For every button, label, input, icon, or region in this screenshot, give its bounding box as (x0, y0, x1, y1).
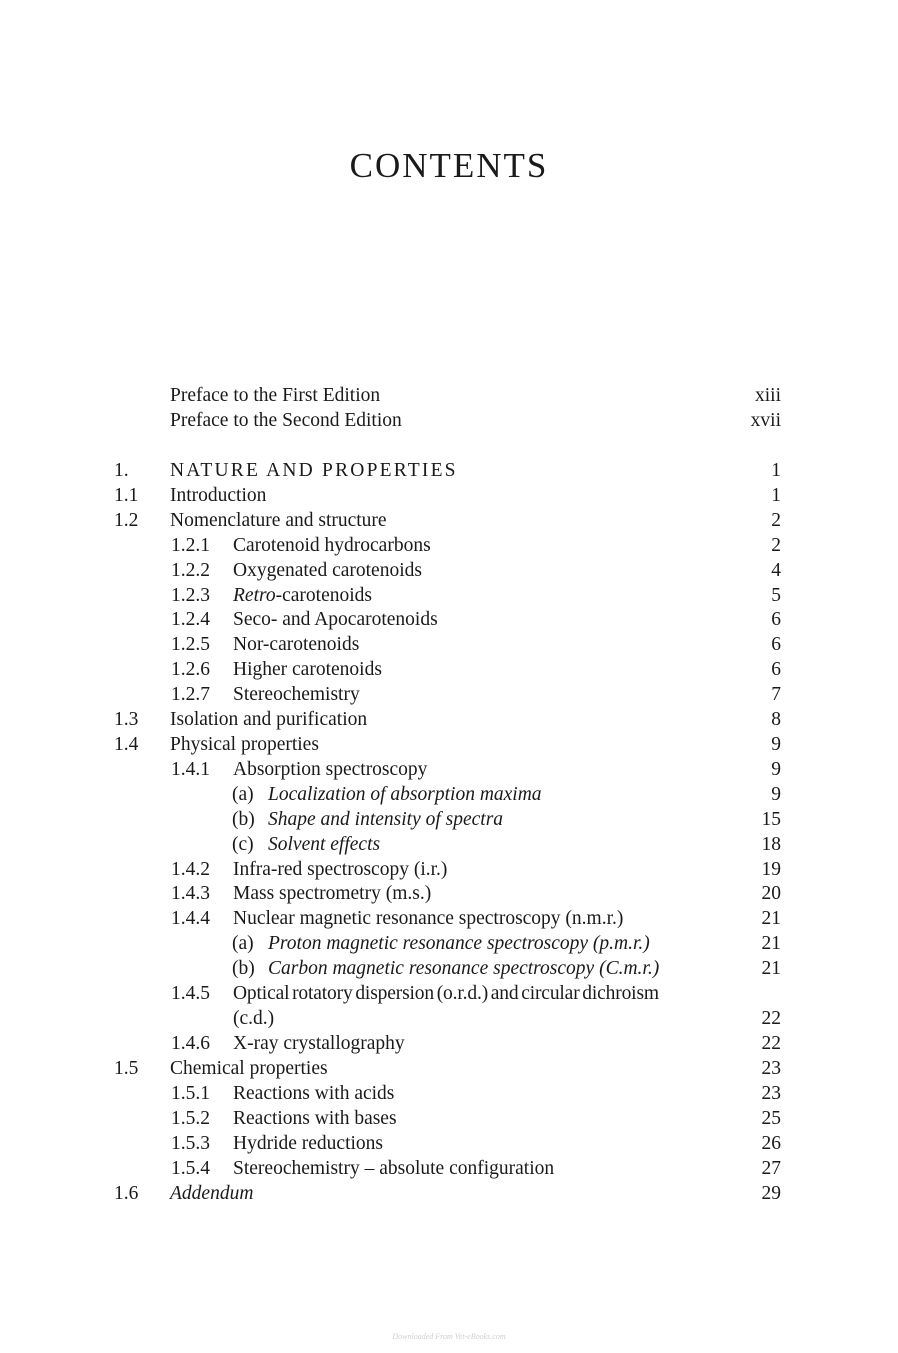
page-number: 6 (771, 634, 781, 655)
page-number: 6 (771, 659, 781, 680)
entry-title: Nor-carotenoids (233, 634, 360, 655)
page-number: xvii (750, 410, 781, 431)
entry-title: Higher carotenoids (233, 659, 382, 680)
page-number: 22 (761, 1033, 781, 1054)
entry-title: Chemical properties (170, 1058, 328, 1079)
toc-entry (0, 409, 898, 433)
toc-entry (0, 733, 898, 757)
toc-entry (0, 509, 898, 533)
entry-title: Mass spectrometry (m.s.) (233, 883, 432, 904)
subsection-number: 1.2.2 (171, 560, 210, 581)
section-number: 1.2 (114, 510, 139, 531)
entry-title: Localization of absorption maxima (268, 784, 542, 805)
subsection-number: 1.4.5 (171, 983, 210, 1004)
toc-entry (0, 708, 898, 732)
subsection-number: 1.4.6 (171, 1033, 210, 1054)
entry-title: Carotenoid hydrocarbons (233, 535, 431, 556)
entry-title: Oxygenated carotenoids (233, 560, 422, 581)
toc-entry (0, 1057, 898, 1081)
toc-entry (0, 783, 898, 807)
toc-entry (0, 608, 898, 632)
subsection-number: 1.5.2 (171, 1108, 210, 1129)
toc-entry (0, 534, 898, 558)
subsection-number: 1.2.7 (171, 684, 210, 705)
entry-title: Introduction (170, 485, 267, 506)
toc-entry (0, 858, 898, 882)
page-number: 27 (761, 1158, 781, 1179)
section-number: 1.3 (114, 709, 139, 730)
section-number: 1.5 (114, 1058, 139, 1079)
subsection-number: 1.5.1 (171, 1083, 210, 1104)
page-number: 23 (761, 1083, 781, 1104)
entry-title: NATURE AND PROPERTIES (170, 460, 458, 481)
page-number: 21 (761, 958, 781, 979)
page-number: 9 (771, 734, 781, 755)
page-number: 18 (761, 834, 781, 855)
toc-entry (0, 808, 898, 832)
toc-entry (0, 957, 898, 981)
entry-title: X-ray crystallography (233, 1033, 405, 1054)
page-number: 21 (761, 933, 781, 954)
page-number: 7 (771, 684, 781, 705)
entry-title: Preface to the First Edition (170, 385, 381, 406)
toc-entry (0, 459, 898, 483)
subsection-number: 1.5.4 (171, 1158, 210, 1179)
entry-title: Reactions with acids (233, 1083, 395, 1104)
page-number: 22 (761, 1008, 781, 1029)
entry-title-italic: Retro (233, 585, 276, 606)
entry-title: Nomenclature and structure (170, 510, 387, 531)
page-title: CONTENTS (349, 146, 549, 185)
toc-entry (0, 559, 898, 583)
page-number: 2 (771, 510, 781, 531)
entry-title: Reactions with bases (233, 1108, 397, 1129)
toc-entry (0, 1132, 898, 1156)
page-number: 4 (771, 560, 781, 581)
entry-title: Stereochemistry – absolute configuration (233, 1158, 555, 1179)
toc-entry (0, 1157, 898, 1181)
subsection-number: 1.2.5 (171, 634, 210, 655)
entry-title: Optical rotatory dispersion (o.r.d.) and circular dichroism (233, 983, 659, 1004)
entry-title: Solvent effects (268, 834, 381, 855)
toc-entry (0, 683, 898, 707)
page-number: xiii (754, 385, 781, 406)
subsection-number: 1.4.2 (171, 859, 210, 880)
subsection-number: 1.4.1 (171, 759, 210, 780)
entry-title: Carbon magnetic resonance spectroscopy (C.m.r.) (268, 958, 660, 979)
toc-entry (0, 658, 898, 682)
entry-title: Preface to the Second Edition (170, 410, 402, 431)
section-number: 1.4 (114, 734, 139, 755)
page-number: 25 (761, 1108, 781, 1129)
entry-title: Nuclear magnetic resonance spectroscopy (n.m.r.) (233, 908, 624, 929)
page-number: 5 (771, 585, 781, 606)
subsection-number: 1.2.6 (171, 659, 210, 680)
entry-title: Shape and intensity of spectra (268, 809, 504, 830)
subsection-number: 1.4.4 (171, 908, 210, 929)
toc-entry (0, 907, 898, 931)
subsection-number: (a) (232, 784, 254, 805)
toc-entry (0, 633, 898, 657)
page-number: 15 (761, 809, 781, 830)
page-number: 20 (761, 883, 781, 904)
page-number: 1 (771, 460, 781, 481)
page-number: 19 (761, 859, 781, 880)
entry-title: Hydride reductions (233, 1133, 384, 1154)
entry-title: (c.d.) (233, 1008, 275, 1029)
subsection-number: (b) (232, 958, 255, 979)
subsection-number: (a) (232, 933, 254, 954)
entry-title (233, 584, 372, 608)
entry-title: Infra-red spectroscopy (i.r.) (233, 859, 448, 880)
subsection-number: 1.5.3 (171, 1133, 210, 1154)
page-number: 29 (761, 1183, 781, 1204)
subsection-number: 1.2.3 (171, 585, 210, 606)
subsection-number: (c) (232, 834, 254, 855)
entry-title: Proton magnetic resonance spectroscopy (p.m.r.) (268, 933, 650, 954)
page-number: 23 (761, 1058, 781, 1079)
entry-title: Physical properties (170, 734, 319, 755)
entry-title-rest: -carotenoids (275, 585, 372, 606)
section-number: 1.6 (114, 1183, 139, 1204)
toc-entry (0, 758, 898, 782)
section-number: 1. (114, 460, 129, 481)
toc-entry (0, 882, 898, 906)
toc-entry (0, 1007, 898, 1031)
page-number: 9 (771, 784, 781, 805)
toc-entry (0, 982, 898, 1006)
toc-entry (0, 833, 898, 857)
entry-title: Stereochemistry (233, 684, 360, 705)
entry-title: Isolation and purification (170, 709, 368, 730)
toc-entry (0, 384, 898, 408)
page-number: 26 (761, 1133, 781, 1154)
page-number: 9 (771, 759, 781, 780)
subsection-number: 1.2.1 (171, 535, 210, 556)
page-number: 6 (771, 609, 781, 630)
toc-entry (0, 1107, 898, 1131)
entry-title: Addendum (170, 1183, 254, 1204)
toc-entry (0, 932, 898, 956)
toc-entry (0, 1032, 898, 1056)
subsection-number: 1.2.4 (171, 609, 210, 630)
subsection-number: 1.4.3 (171, 883, 210, 904)
toc-entry (0, 1182, 898, 1206)
toc-entry (0, 584, 898, 608)
page-number: 1 (771, 485, 781, 506)
toc-entry (0, 484, 898, 508)
page-number: 2 (771, 535, 781, 556)
entry-title: Seco- and Apocarotenoids (233, 609, 438, 630)
toc-entry (0, 1082, 898, 1106)
footer-watermark: Downloaded From Vet-eBooks.com (392, 1332, 506, 1341)
page-number: 21 (761, 908, 781, 929)
subsection-number: (b) (232, 809, 255, 830)
section-number: 1.1 (114, 485, 139, 506)
entry-title: Absorption spectroscopy (233, 759, 428, 780)
page-number: 8 (771, 709, 781, 730)
